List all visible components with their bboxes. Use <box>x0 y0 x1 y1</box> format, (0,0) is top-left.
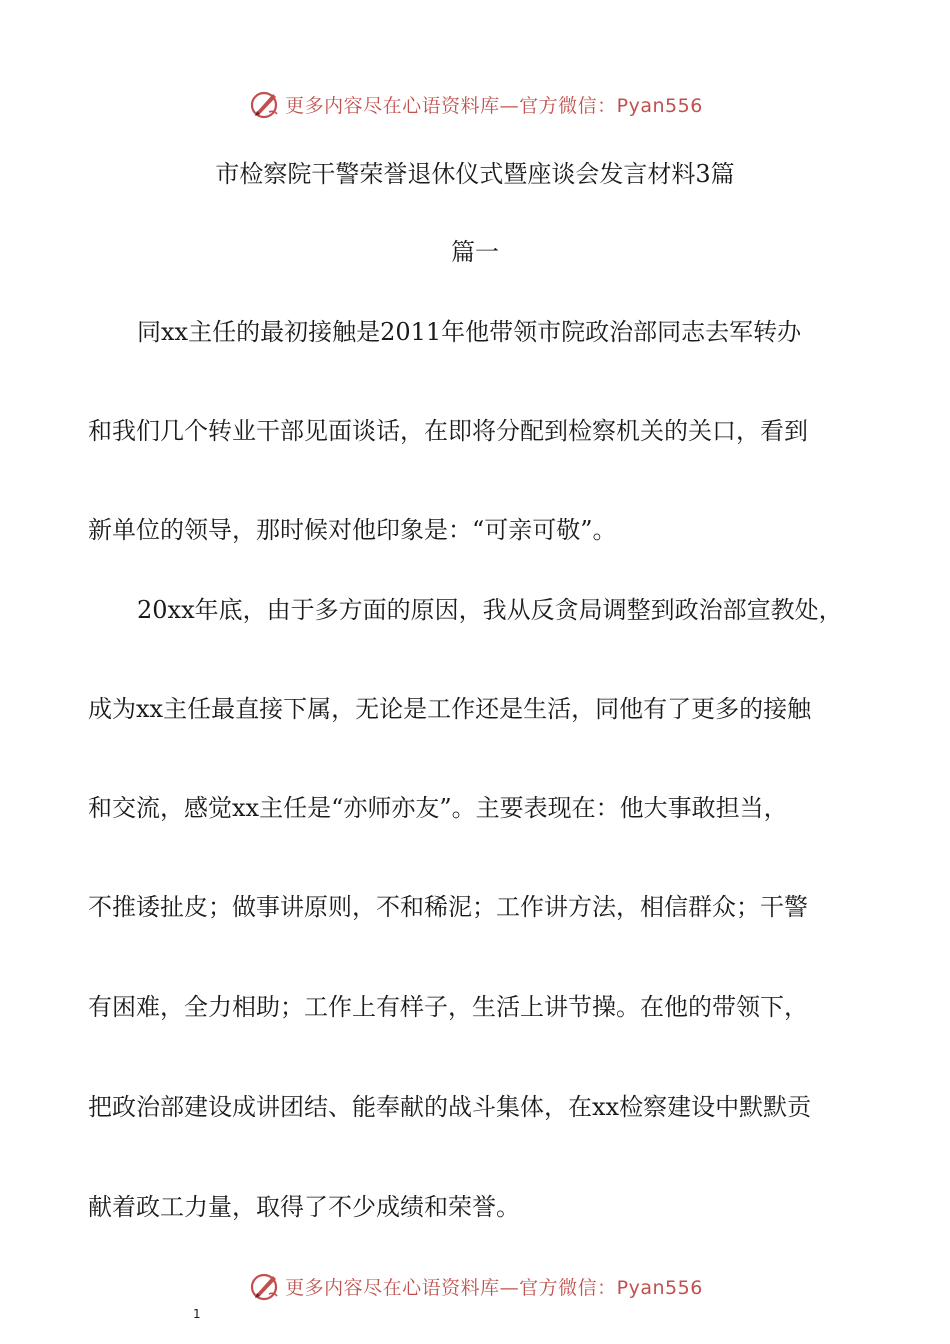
body-line: 20xx年底，由于多方面的原因，我从反贪局调整到政治部宣教处， <box>137 596 843 624</box>
pen-circle-logo-icon <box>247 86 283 122</box>
watermark-slogan: 更多内容尽在心语资料库—官方微信：Pyan556 <box>285 1276 703 1299</box>
body-line: 和交流，感觉xx主任是“亦师亦友”。主要表现在：他大事敢担当， <box>88 794 788 822</box>
body-line: 有困难，全力相助；工作上有样子，生活上讲节操。在他的带领下， <box>88 993 808 1021</box>
section-title: 篇一 <box>451 238 499 266</box>
body-line: 同xx主任的最初接触是2011年他带领市院政治部同志去军转办 <box>137 318 802 346</box>
header-watermark-banner <box>0 84 950 124</box>
body-line: 不推诿扯皮；做事讲原则，不和稀泥；工作讲方法，相信群众；干警 <box>88 893 808 921</box>
pen-circle-logo-icon <box>247 1268 283 1304</box>
footer-watermark-banner <box>0 1266 950 1306</box>
body-line: 和我们几个转业干部见面谈话，在即将分配到检察机关的关口，看到 <box>88 417 808 445</box>
document-title: 市检察院干警荣誉退休仪式暨座谈会发言材料3篇 <box>215 160 735 188</box>
body-line: 把政治部建设成讲团结、能奉献的战斗集体，在xx检察建设中默默贡 <box>88 1093 812 1121</box>
page-number: 1 <box>193 1307 201 1321</box>
body-line: 成为xx主任最直接下属，无论是工作还是生活，同他有了更多的接触 <box>88 695 812 723</box>
body-line: 新单位的领导，那时候对他印象是：“可亲可敬”。 <box>88 516 617 544</box>
wechat-id: Pyan556 <box>616 1276 703 1299</box>
watermark-slogan: 更多内容尽在心语资料库—官方微信：Pyan556 <box>285 94 703 117</box>
body-line: 献着政工力量，取得了不少成绩和荣誉。 <box>88 1193 520 1221</box>
wechat-id: Pyan556 <box>616 94 703 117</box>
